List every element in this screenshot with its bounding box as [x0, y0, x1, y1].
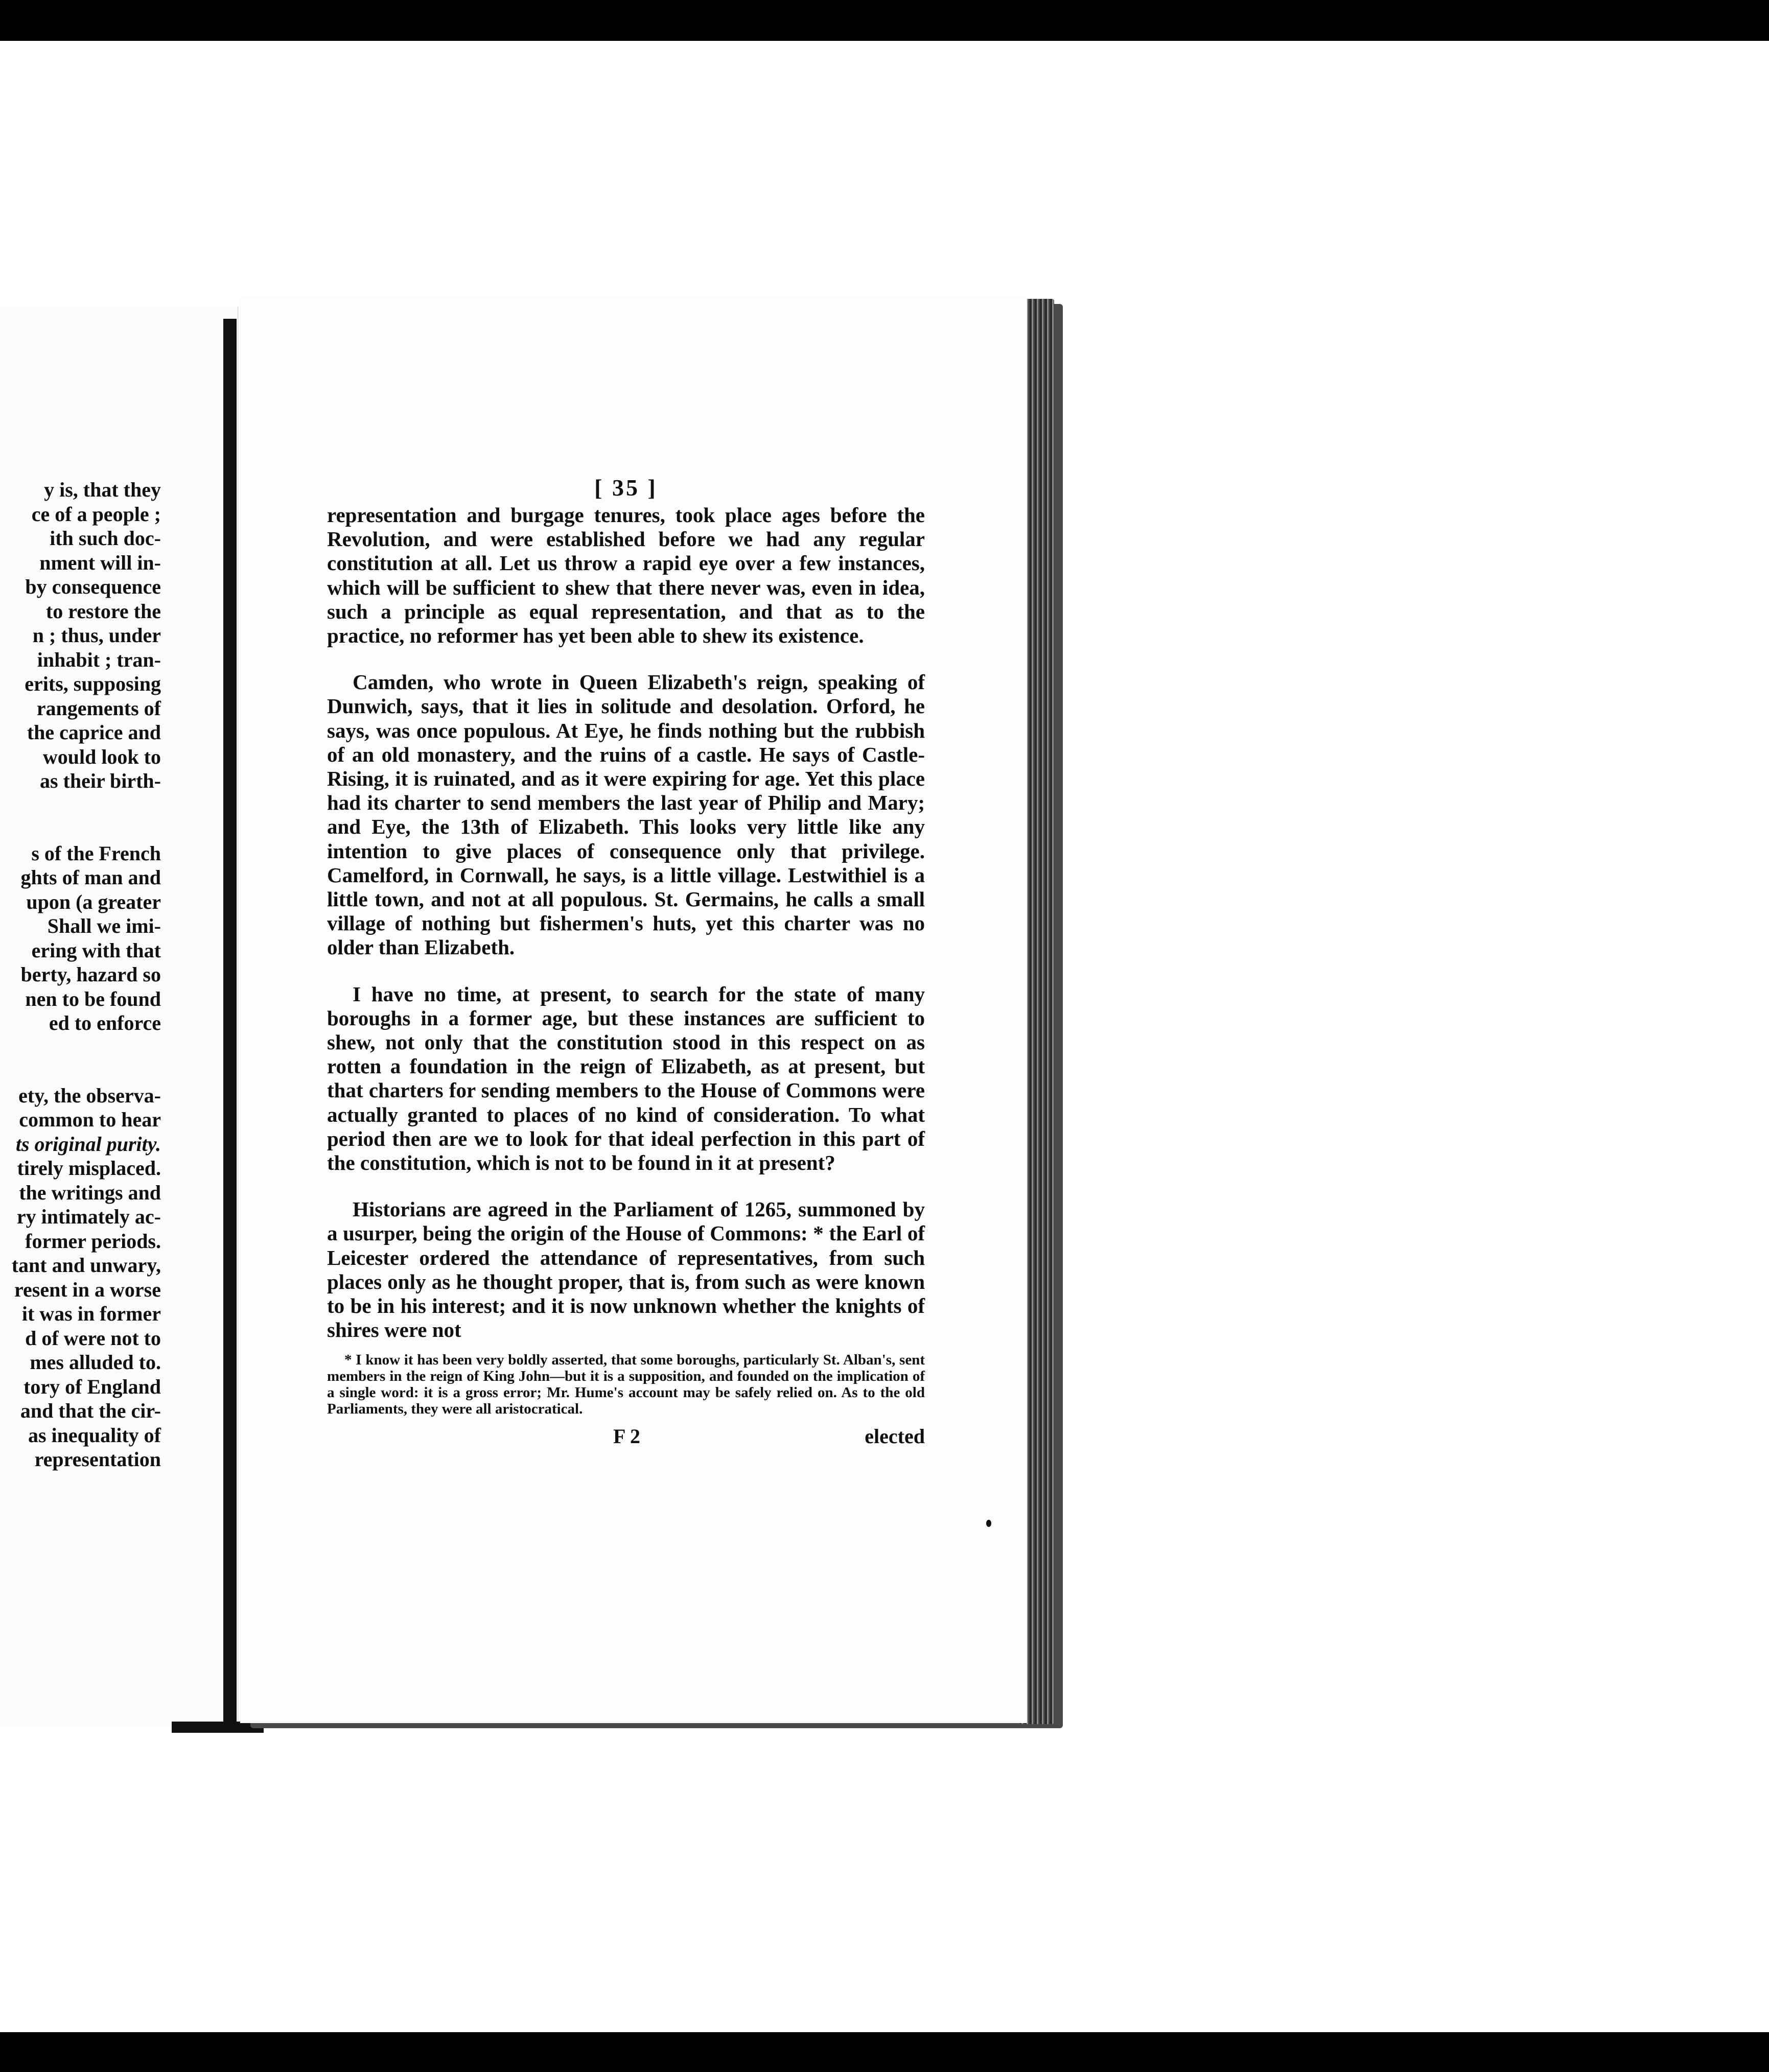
paragraph-3: I have no time, at present, to search for the state of many boroughs in a former age, but these instances are sufficient to shew, not only that the constitution stood in this respect on as rotten a foundation in the reign of Elizabeth, as at present, but that charters for sending members to the House of Commons were actually granted to places of no kind of consideration. To what period then are we to look for that ideal perfection in this part of the constitution, which is not to be found in it at present?: [327, 982, 925, 1175]
left-line: y is, that they: [44, 478, 161, 501]
left-line: the caprice and: [27, 721, 161, 744]
left-line: nment will in-: [39, 551, 161, 574]
left-line: the writings and: [19, 1181, 161, 1204]
left-line: tory of England: [24, 1375, 161, 1398]
left-line: resent in a worse: [14, 1278, 161, 1301]
left-line: it was in former: [21, 1302, 161, 1325]
paragraph-4: Historians are agreed in the Parliament of 1265, summoned by a usurper, being the origin of the House of Commons: * the Earl of Leicester ordered the attendance of representatives, from such places only as he thought proper, that is, from such as were known to be in his interest; and it is now unknown whether the knights of shires were not: [327, 1197, 925, 1342]
left-line: Shall we imi-: [47, 914, 161, 937]
catchword: elected: [865, 1424, 925, 1448]
left-line: inhabit ; tran-: [37, 648, 161, 671]
footnote: * I know it has been very boldly asserted, that some boroughs, particularly St. Alban's, sent members in the reign of King John—but it is a supposition, and founded on the implication of a single word: it is a gross error; Mr. Hume's account may be safely relied on. As to the old Parliaments, they were all aristocratical.: [327, 1351, 925, 1417]
left-line: erits, supposing: [25, 672, 161, 695]
page-footer: [327, 1424, 925, 1449]
left-line: ety, the observa-: [18, 1084, 161, 1107]
left-line: ed to enforce: [49, 1011, 161, 1034]
left-line: s of the French: [31, 841, 161, 865]
left-line: nen to be found: [25, 987, 161, 1010]
scanner-bottom-border: [0, 2032, 1769, 2072]
left-line: and that the cir-: [20, 1399, 161, 1422]
book-gutter: [223, 319, 237, 1724]
left-line: to restore the: [45, 599, 161, 623]
left-line: ry intimately ac-: [16, 1205, 161, 1228]
page-bottom-edge: [172, 1722, 264, 1733]
left-line: by consequence: [25, 575, 161, 598]
paragraph-gap: [0, 793, 161, 841]
signature-mark: F 2: [613, 1424, 640, 1448]
left-line: as inequality of: [28, 1423, 161, 1447]
scanner-top-border: [0, 0, 1769, 41]
left-line: rangements of: [36, 696, 161, 720]
left-line: mes alluded to.: [30, 1351, 161, 1374]
left-line: berty, hazard so: [20, 963, 161, 986]
left-line: tirely misplaced.: [17, 1157, 161, 1180]
page-content: [327, 473, 925, 1449]
left-line: tant and unwary,: [11, 1254, 161, 1277]
left-line: n ; thus, under: [32, 624, 161, 647]
page-number: [ 35 ]: [594, 475, 658, 501]
left-line: common to hear: [19, 1108, 161, 1131]
paragraph-2: Camden, who wrote in Queen Elizabeth's reign, speaking of Dunwich, says, that it lies in solitude and desolation. Orford, he says, was once populous. At Eye, he finds nothing but the rubbish of an old monastery, and the ruins of a castle. He says of Castle-Rising, it is ruinated, and as it were expiring for age. Yet this place had its charter to send members the last year of Philip and Mary; and Eye, the 13th of Elizabeth. This looks very little like any intention to give places of consequence only that privilege. Camelford, in Cornwall, he says, is a little village. Lestwithiel is a little town, and not at all populous. St. Germains, he calls a small village of nothing but fishermen's huts, yet this charter was no older than Elizabeth.: [327, 670, 925, 959]
ink-speck: [986, 1520, 991, 1527]
left-line: former periods.: [25, 1229, 161, 1253]
left-line: representation: [34, 1448, 161, 1471]
left-facing-page: [0, 307, 238, 1727]
left-line: ith such doc-: [50, 527, 161, 550]
paragraph-1: representation and burgage tenures, took place ages before the Revolution, and were established before we had any regular constitution at all. Let us throw a rapid eye over a few instances, which will be sufficient to shew that there never was, even in idea, such a principle as equal representation, and that as to the practice, no reformer has yet been able to shew its existence.: [327, 503, 925, 648]
left-line: ering with that: [31, 938, 161, 962]
left-line: d of were not to: [25, 1326, 161, 1350]
left-page-text: [0, 478, 161, 1472]
left-line: ghts of man and: [20, 866, 161, 889]
left-line: ce of a people ;: [31, 502, 161, 526]
left-line: would look to: [42, 745, 161, 768]
left-line: upon (a greater: [26, 890, 161, 913]
left-line: ts original purity.: [15, 1132, 161, 1156]
left-line: as their birth-: [39, 769, 161, 792]
paragraph-gap: [0, 1035, 161, 1084]
